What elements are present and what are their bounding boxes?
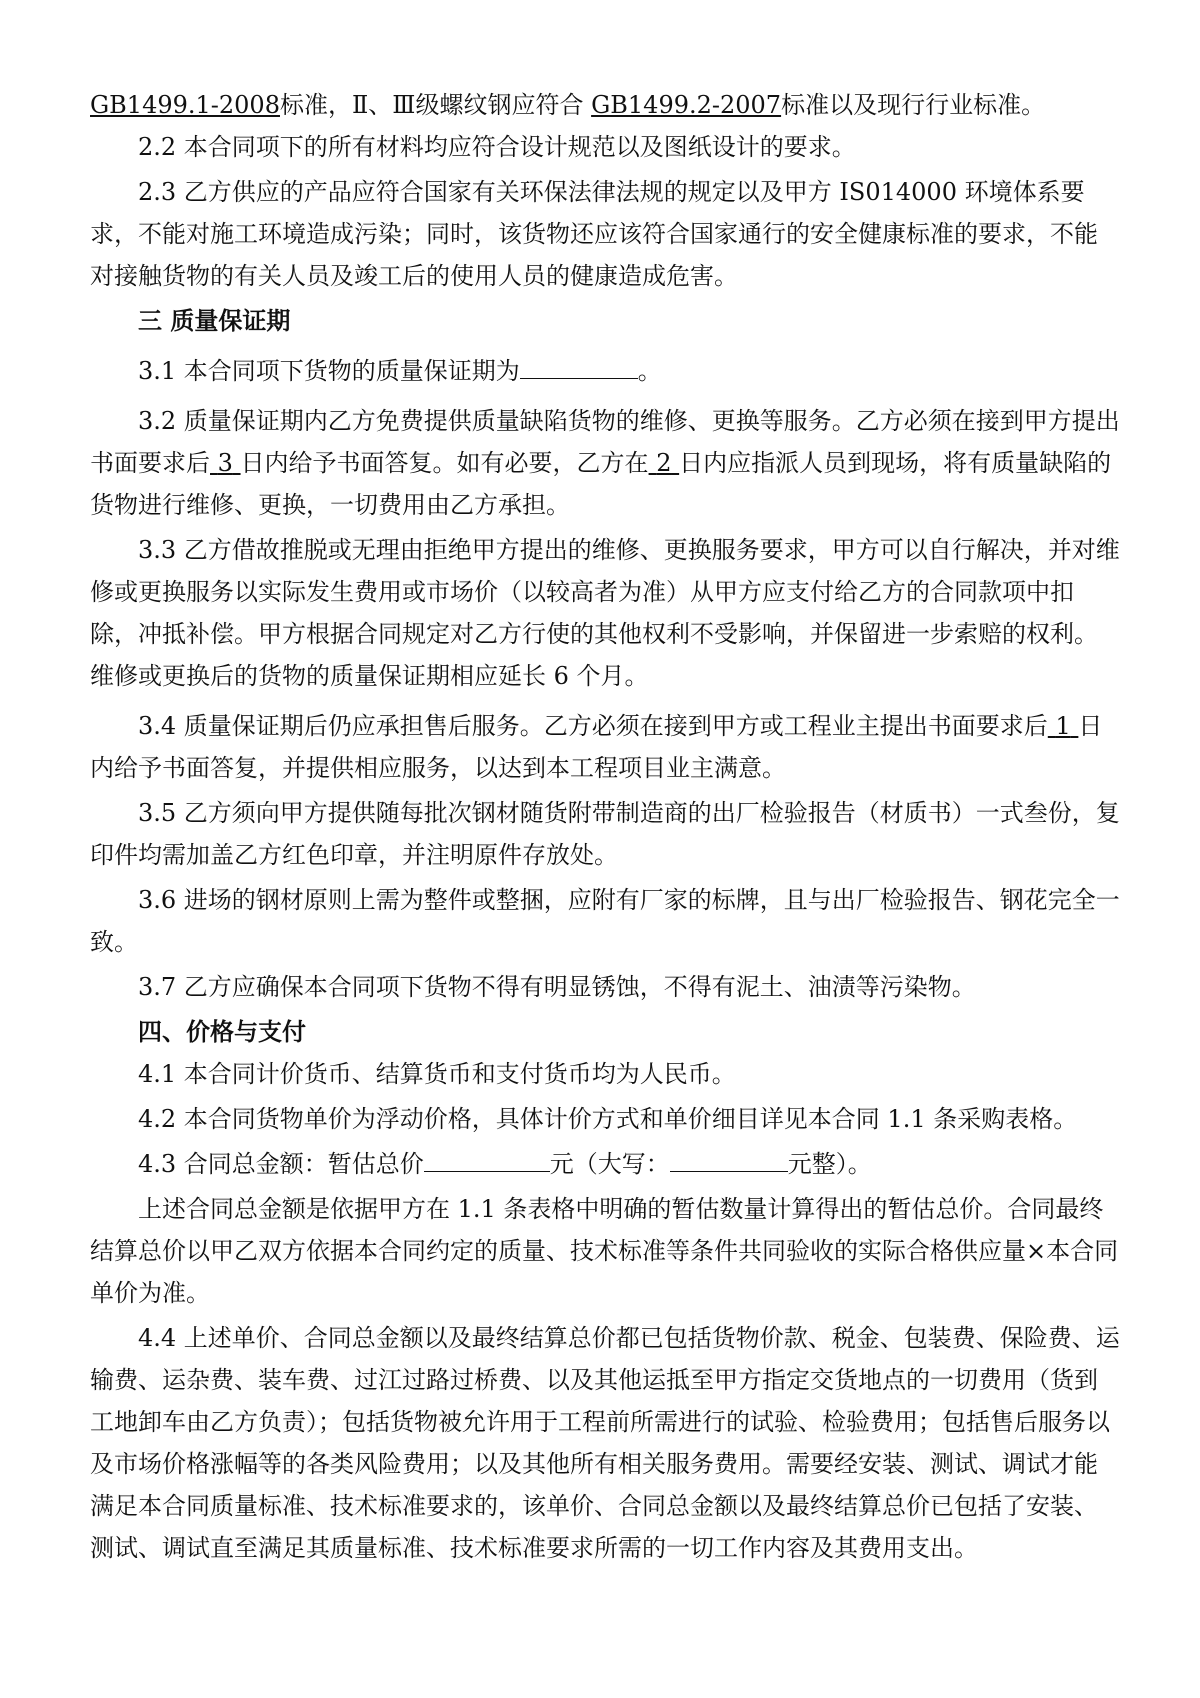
clause-4-2: 4.2 本合同货物单价为浮动价格，具体计价方式和单价细目详见本合同 1.1 条采购表格。 — [138, 1105, 1078, 1133]
after-sale-reply-days-value: 1 — [1055, 712, 1071, 740]
clause-4-3: 4.3 合同总金额：暂估总价 元（大写： 元整）。 — [90, 1143, 1120, 1185]
standard-code-1: GB1499.1-2008 — [90, 91, 280, 119]
section-heading-4: 四、价格与支付 — [138, 1018, 306, 1046]
clause-2-2: 2.2 本合同项下的所有材料均应符合设计规范以及图纸设计的要求。 — [138, 133, 856, 161]
clause-4-1: 4.1 本合同计价货币、结算货币和支付货币均为人民币。 — [138, 1060, 736, 1088]
clause-3-6: 3.6 进场的钢材原则上需为整件或整捆，应附有厂家的标牌，且与出厂检验报告、钢花完全一致。 — [90, 886, 1120, 956]
clause-3-2: 3.2 质量保证期内乙方免费提供质量缺陷货物的维修、更换等服务。乙方必须在接到甲方提出书面要求后 3 日内给予书面答复。如有必要，乙方在 2 日内应指派人员到现场，将有质量缺陷的货物进行维修、更换，一切费用由乙方承担。 — [90, 407, 1120, 519]
clause-3-1: 3.1 本合同项下货物的质量保证期为 。 — [90, 350, 1120, 392]
reply-days-value: 3 — [217, 449, 233, 477]
standard-code-2: GB1499.2-2007 — [591, 91, 782, 119]
clause-3-3: 3.3 乙方借故推脱或无理由拒绝甲方提出的维修、更换服务要求，甲方可以自行解决，并对维修或更换服务以实际发生费用或市场价（以较高者为准）从甲方应支付给乙方的合同款项中扣除，冲抵补偿。甲方根据合同规定对乙方行使的其他权利不受影响，并保留进一步索赔的权利。维修或更换后的货物的质量保证期相应延长 6 个月。 — [90, 536, 1120, 690]
standards-continuation: GB1499.1-2008标准，Ⅱ、Ⅲ级螺纹钢应符合 GB1499.2-2007标准以及现行行业标准。 — [90, 91, 1046, 119]
total-price-blank — [424, 1145, 550, 1172]
warranty-period-blank — [520, 352, 638, 379]
section-heading-3: 三 质量保证期 — [138, 307, 291, 335]
clause-3-7: 3.7 乙方应确保本合同项下货物不得有明显锈蚀，不得有泥土、油渍等污染物。 — [138, 973, 976, 1001]
clause-4-4: 4.4 上述单价、合同总金额以及最终结算总价都已包括货物价款、税金、包装费、保险费、运输费、运杂费、装车费、过江过路过桥费、以及其他运抵至甲方指定交货地点的一切费用（货到工地卸车由乙方负责）；包括货物被允许用于工程前所需进行的试验、检验费用；包括售后服务以及市场价格涨幅等的各类风险费用；以及其他所有相关服务费用。需要经安装、测试、调试才能满足本合同质量标准、技术标准要求的，该单价、合同总金额以及最终结算总价已包括了安装、测试、调试直至满足其质量标准、技术标准要求所需的一切工作内容及其费用支出。 — [90, 1324, 1120, 1562]
clause-4-3-explanation: 上述合同总金额是依据甲方在 1.1 条表格中明确的暂估数量计算得出的暂估总价。合同最终结算总价以甲乙双方依据本合同约定的质量、技术标准等条件共同验收的实际合格供应量×本合同单价为准。 — [90, 1195, 1119, 1307]
clause-3-5: 3.5 乙方须向甲方提供随每批次钢材随货附带制造商的出厂检验报告（材质书）一式叁份，复印件均需加盖乙方红色印章，并注明原件存放处。 — [90, 799, 1120, 869]
clause-3-4: 3.4 质量保证期后仍应承担售后服务。乙方必须在接到甲方或工程业主提出书面要求后 1 日内给予书面答复，并提供相应服务，以达到本工程项目业主满意。 — [90, 712, 1103, 782]
clause-2-3: 2.3 乙方供应的产品应符合国家有关环保法律法规的规定以及甲方 IS014000 环境体系要求，不能对施工环境造成污染；同时，该货物还应该符合国家通行的安全健康标准的要求，不能对接触货物的有关人员及竣工后的使用人员的健康造成危害。 — [90, 178, 1098, 290]
dispatch-days-value: 2 — [656, 449, 672, 477]
total-price-words-blank — [670, 1145, 788, 1172]
document-page — [90, 84, 1120, 1572]
